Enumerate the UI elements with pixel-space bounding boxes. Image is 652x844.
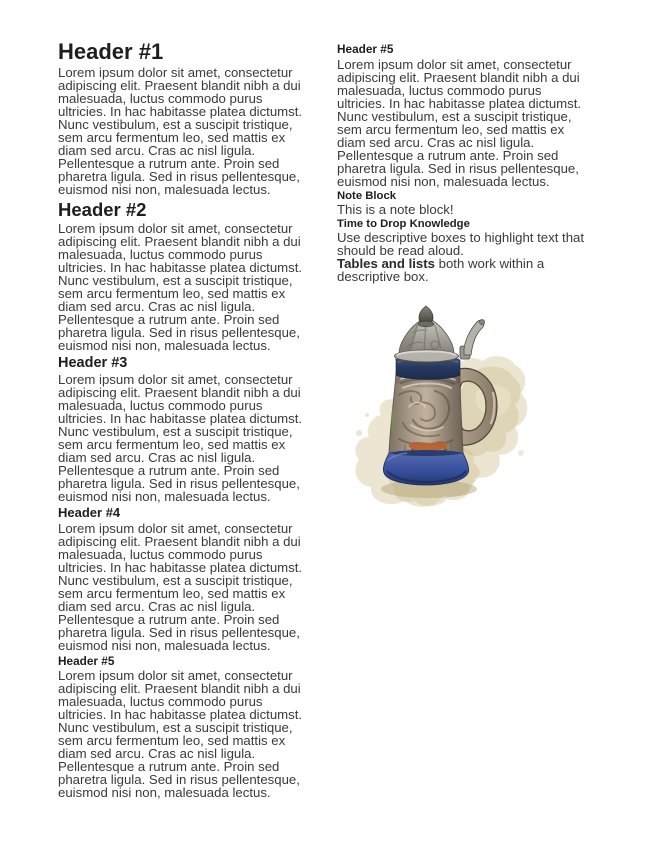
stein-body: [389, 373, 463, 455]
tables-bold-text: Tables and lists: [337, 255, 435, 271]
right-column: [337, 40, 589, 844]
stein-lid: [395, 306, 460, 364]
heading-level-5: Header #5: [337, 42, 394, 56]
body-paragraph: Lorem ipsum dolor sit amet, consectetur adipiscing elit. Praesent blandit nibh a dui malesuada, luctus commodo purus ultricies. In hac habitasse platea dictumst. Nunc vestibulum, est a suscipit tristique, sem arcu fermentum leo, sed mattis ex diam sed arcu. Cras ac nisl ligula. Pellentesque a rutrum ante. Proin sed pharetra ligula. Sed in risus pellentesque, euismod nisi non, malesuada lectus.: [58, 65, 303, 197]
tables-text: [337, 257, 589, 283]
stein-base: [383, 450, 468, 485]
body-paragraph: Lorem ipsum dolor sit amet, consectetur adipiscing elit. Praesent blandit nibh a dui malesuada, luctus commodo purus ultricies. In hac habitasse platea dictumst. Nunc vestibulum, est a suscipit tristique, sem arcu fermentum leo, sed mattis ex diam sed arcu. Cras ac nisl ligula. Pellentesque a rutrum ante. Proin sed pharetra ligula. Sed in risus pellentesque, euismod nisi non, malesuada lectus.: [58, 372, 303, 504]
heading-level-1: Header #1: [58, 39, 164, 64]
heading-level-2: Header #2: [58, 199, 147, 220]
body-paragraph: Lorem ipsum dolor sit amet, consectetur adipiscing elit. Praesent blandit nibh a dui malesuada, luctus commodo purus ultricies. In hac habitasse platea dictumst. Nunc vestibulum, est a suscipit tristique, sem arcu fermentum leo, sed mattis ex diam sed arcu. Cras ac nisl ligula. Pellentesque a rutrum ante. Proin sed pharetra ligula. Sed in risus pellentesque, euismod nisi non, malesuada lectus.: [58, 520, 303, 653]
note-block-label: Note Block: [337, 189, 397, 202]
knowledge-label: Time to Drop Knowledge: [337, 217, 470, 230]
tables-rest-text: both work within a descriptive box.: [337, 255, 545, 284]
body-paragraph: Lorem ipsum dolor sit amet, consectetur adipiscing elit. Praesent blandit nibh a dui malesuada, luctus commodo purus ultricies. In hac habitasse platea dictumst. Nunc vestibulum, est a suscipit tristique, sem arcu fermentum leo, sed mattis ex diam sed arcu. Cras ac nisl ligula. Pellentesque a rutrum ante. Proin sed pharetra ligula. Sed in risus pellentesque, euismod nisi non, malesuada lectus.: [58, 668, 303, 800]
note-block-text: This is a note block!: [337, 201, 454, 217]
stein-finial: [418, 306, 434, 327]
beer-stein-illustration: [337, 303, 589, 517]
knowledge-text: Use descriptive boxes to highlight text that should be read aloud.: [337, 229, 585, 258]
body-paragraph: Lorem ipsum dolor sit amet, consectetur adipiscing elit. Praesent blandit nibh a dui malesuada, luctus commodo purus ultricies. In hac habitasse platea dictumst. Nunc vestibulum, est a suscipit tristique, sem arcu fermentum leo, sed mattis ex diam sed arcu. Cras ac nisl ligula. Pellentesque a rutrum ante. Proin sed pharetra ligula. Sed in risus pellentesque, euismod nisi non, malesuada lectus.: [58, 221, 303, 353]
beer-stein-svg: [351, 303, 531, 517]
left-column: [58, 40, 308, 844]
body-paragraph: Lorem ipsum dolor sit amet, consectetur adipiscing elit. Praesent blandit nibh a dui malesuada, luctus commodo purus ultricies. In hac habitasse platea dictumst. Nunc vestibulum, est a suscipit tristique, sem arcu fermentum leo, sed mattis ex diam sed arcu. Cras ac nisl ligula. Pellentesque a rutrum ante. Proin sed pharetra ligula. Sed in risus pellentesque, euismod nisi non, malesuada lectus.: [337, 56, 582, 189]
stein-thumb-lever: [460, 319, 485, 359]
heading-level-4: Header #4: [58, 505, 121, 520]
heading-level-3: Header #3: [58, 355, 128, 371]
heading-level-5: Header #5: [58, 653, 115, 668]
